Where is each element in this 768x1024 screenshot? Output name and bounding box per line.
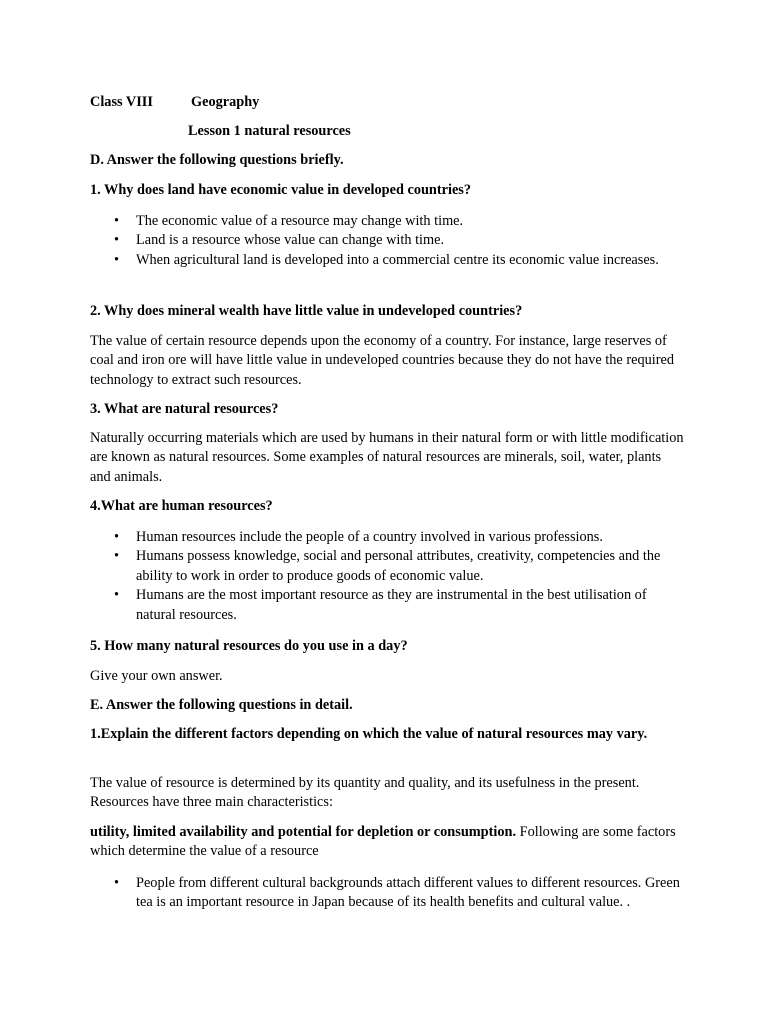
factors-intro-text: Following are some factors which determine the value of a resource — [90, 824, 676, 860]
answer-d4-list — [90, 528, 685, 625]
answer-d2: The value of certain resource depends upon the economy of a country. For instance, large reserves of coal and iron ore will have little value in undeveloped countries because they do not have the required technology to extract such resources. — [90, 333, 674, 388]
class-label: Class VIII — [90, 94, 153, 110]
answer-e1-list — [90, 874, 685, 913]
document-header — [90, 93, 259, 112]
list-item: • Human resources include the people of a country involved in various professions. — [90, 528, 685, 547]
question-d4: 4.What are human resources? — [90, 498, 273, 514]
question-d1: 1. Why does land have economic value in developed countries? — [90, 182, 472, 198]
question-d3: 3. What are natural resources? — [90, 401, 279, 417]
list-item: • Humans are the most important resource as they are instrumental in the best utilisation of natural resources. — [90, 586, 685, 625]
answer-e1-paragraph-2 — [90, 823, 685, 862]
list-item: • The economic value of a resource may change with time. — [90, 212, 685, 231]
characteristics-text: utility, limited availability and potential for depletion or consumption. — [90, 824, 517, 840]
answer-d5: Give your own answer. — [90, 668, 223, 684]
section-d-heading: D. Answer the following questions briefly. — [90, 152, 344, 168]
answer-e1-paragraph-1: The value of resource is determined by its quantity and quality, and its usefulness in the present. Resources have three main characteristics: — [90, 775, 640, 811]
list-item: • Land is a resource whose value can change with time. — [90, 231, 685, 250]
question-d5: 5. How many natural resources do you use in a day? — [90, 638, 408, 654]
question-d2: 2. Why does mineral wealth have little value in undeveloped countries? — [90, 303, 523, 319]
answer-d1-list — [90, 212, 685, 270]
answer-d3: Naturally occurring materials which are used by humans in their natural form or with little modification are known as natural resources. Some examples of natural resources are minerals, soil, water, plants and animals. — [90, 430, 684, 485]
section-e-heading: E. Answer the following questions in detail. — [90, 697, 353, 713]
list-item: • When agricultural land is developed into a commercial centre its economic value increases. — [90, 251, 685, 270]
list-item: • People from different cultural backgrounds attach different values to different resources. Green tea is an important resource in Japan because of its health benefits and cultural value. . — [90, 874, 685, 913]
lesson-title: Lesson 1 natural resources — [188, 123, 351, 139]
subject-label: Geography — [191, 94, 260, 110]
question-e1: 1.Explain the different factors depending on which the value of natural resources may vary. — [90, 726, 648, 742]
list-item: • Humans possess knowledge, social and personal attributes, creativity, competencies and the ability to work in order to produce goods of economic value. — [90, 547, 685, 586]
